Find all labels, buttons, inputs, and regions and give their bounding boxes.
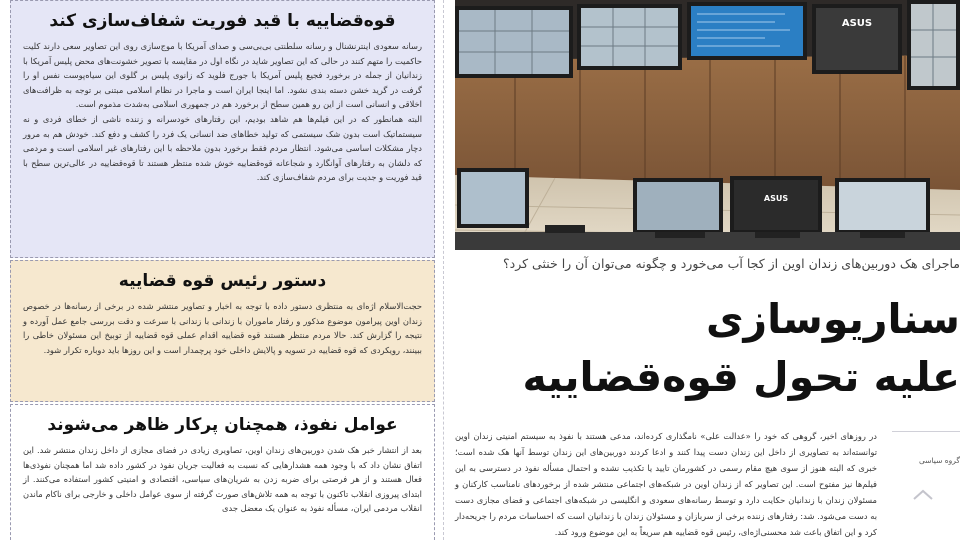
- headline-line-2: علیه تحول قوه‌قضاییه: [522, 353, 960, 401]
- box-title: عوامل نفوذ، همچنان پرکار ظاهر می‌شوند: [47, 415, 398, 435]
- section-tag: گروه سیاسی: [918, 456, 960, 465]
- lead-paragraph: در روزهای اخیر، گروهی که خود را «عدالت علی» نامگذاری کرده‌اند، مدعی هستند با نفوذ به سیستم امنیتی زندان اوین توانسته‌اند به تصاویری از داخل این زندان دست پیدا کنند و ادعا کردند دوربین‌های این زندان توسط آنها هک شده است؛ خبری که البته هنوز از سوی هیچ مقام رسمی در کشورمان تایید یا تکذیب نشده و احتمال مسأله نفوذ در دسترسی به این فیلم‌ها نیز مفتوح است. این تصاویر که از زندان اوین در شبکه‌های اجتماعی منتشر شده از برخوردهای نامناسب کارکنان و مسئولان زندان با زندانیان حکایت دارد و توسط رسانه‌های سعودی و انگلیسی در شبکه‌های اجتماعی و فضای مجازی دست به دست می‌شود.: [455, 431, 877, 521]
- sidebar-box-infiltration: [10, 404, 435, 540]
- box-title: قوه‌قضاییه با قید فوریت شفاف‌سازی کند: [49, 11, 396, 31]
- article-kicker: ماجرای هک دوربین‌های زندان اوین از کجا آب می‌خورد و چگونه می‌توان آن را خنثی کرد؟: [503, 256, 960, 271]
- monitor-brand-label: ASUS: [841, 18, 873, 29]
- box-paragraph: بعد از انتشار خبر هک شدن دوربین‌های زندان اوین، تصاویری زیادی در فضای مجازی از داخل زندان منتشر شد. این اتفاق نشان داد که با وجود همه هشدارهایی که نسبت به فعالیت جریان نفوذ در کشور داده شد اما همچنان نفوذی‌ها فعال هستند و از هر فرصتی برای ضربه زدن به شریان‌های سیاسی، اقتصادی و امنیتی کشور استفاده می‌کنند. از ابتدای پیروزی انقلاب تاکنون با توجه به همه تلاش‌های صورت گرفته از سوی عوامل داخلی و خارجی برای ناکام ماندن انقلاب مردمی ایران، مسأله نفوذ به عنوان یک معضل جدی: [23, 445, 422, 514]
- article-lead-text: [455, 428, 877, 540]
- box-body: [23, 39, 422, 185]
- section-tag-rule: [892, 431, 960, 432]
- column-divider: [443, 0, 444, 540]
- box-paragraph: البته همانطور که در این فیلم‌ها هم شاهد بودیم، این رفتارهای خودسرانه و زننده ناشی از خطای فردی و نه سیستماتیک است بدون شک سیستمی که تولید خطاهای ضد انسانی یک فرد را کشف و دفع کند. خودش هم به مرور دچار مشکلات اساسی می‌شود. انتظار مردم فقط برخورد بدون ملاحظه با این رفتارهای غیر اسلامی است و مردمی که دلشان به رفتارهای آوانگارد و شجاعانه قوه‌قضاییه خوش شده منتظر هستند تا قوه‌قضاییه در عالی‌ترین سطح با قید فوریت و جدیت برای مردم شفاف‌سازی کند.: [23, 113, 422, 183]
- box-body: [23, 299, 422, 357]
- box-paragraph: رسانه سعودی اینترنشنال و رسانه سلطنتی بی‌بی‌سی و صدای آمریکا با موج‌سازی روی این تصاویر سعی دارند کلیت حاکمیت را متهم کنند در حالی که این تصاویر شاید در نگاه اول در مقایسه با تصویر خشونت‌های محض پلیس آمریکا با زندانیان از جمله در برخورد فجیع پلیس آمریکا با جورج فلوید که زانوی پلیس بر گلوی این سیاه‌پوست نفس او را گرفت در گرید خشن دسته بندی نشود. اما اینجا ایران است و ماجرا در نظام اسلامی مبتنی بر توجه به ظرافت‌های اخلاقی و انسانی است از این رو همین سطح از برخورد هم در جمهوری اسلامی به‌شدت مذموم است.: [23, 41, 422, 110]
- box-title: دستور رئیس قوه قضاییه: [118, 271, 327, 291]
- box-body: [23, 443, 422, 516]
- desk-monitor-brand-label: ASUS: [763, 194, 789, 203]
- control-room-photo: [455, 0, 960, 250]
- box-paragraph: حجت‌الاسلام اژه‌ای به منتظری دستور داده با توجه به اخبار و تصاویر منتشر شده در برخی از رسانه‌ها در خصوص زندان اوین پیرامون موضوع مذکور و رفتار ماموران با زندانی با زندانی با سرعت و دقت بررسی جامع عمل آورده و نتیجه را گزارش کند. حالا مردم منتظر هستند قوه قضاییه اقدام عملی قوه قضاییه از توبیخ این مسئولان خاطی را ببینند، رویکردی که قوه قضاییه در تسویه و پالایش داخلی خود پرچمدار است و این روزها باید دوباره تکرار شود.: [23, 301, 422, 355]
- headline-line-1: سناریوسازی: [705, 295, 960, 343]
- left-column: [10, 0, 435, 540]
- sidebar-box-transparency: [10, 0, 435, 258]
- control-room-illustration: [455, 0, 960, 250]
- chevron-up-icon: [911, 488, 935, 502]
- sidebar-box-judiciary-order: [10, 260, 435, 402]
- article-headline: [455, 290, 960, 406]
- lead-paragraph: شد: رفتارهای زننده برخی از سربازان و مسئولان زندان با زندانیان است که احساسات مردم را جریحه‌دار کرد و این اتفاق باعث شد محسنی‌اژه‌ای، رئیس قوه قضاییه هم سریعاً به این موضوع ورود کند.: [455, 511, 877, 537]
